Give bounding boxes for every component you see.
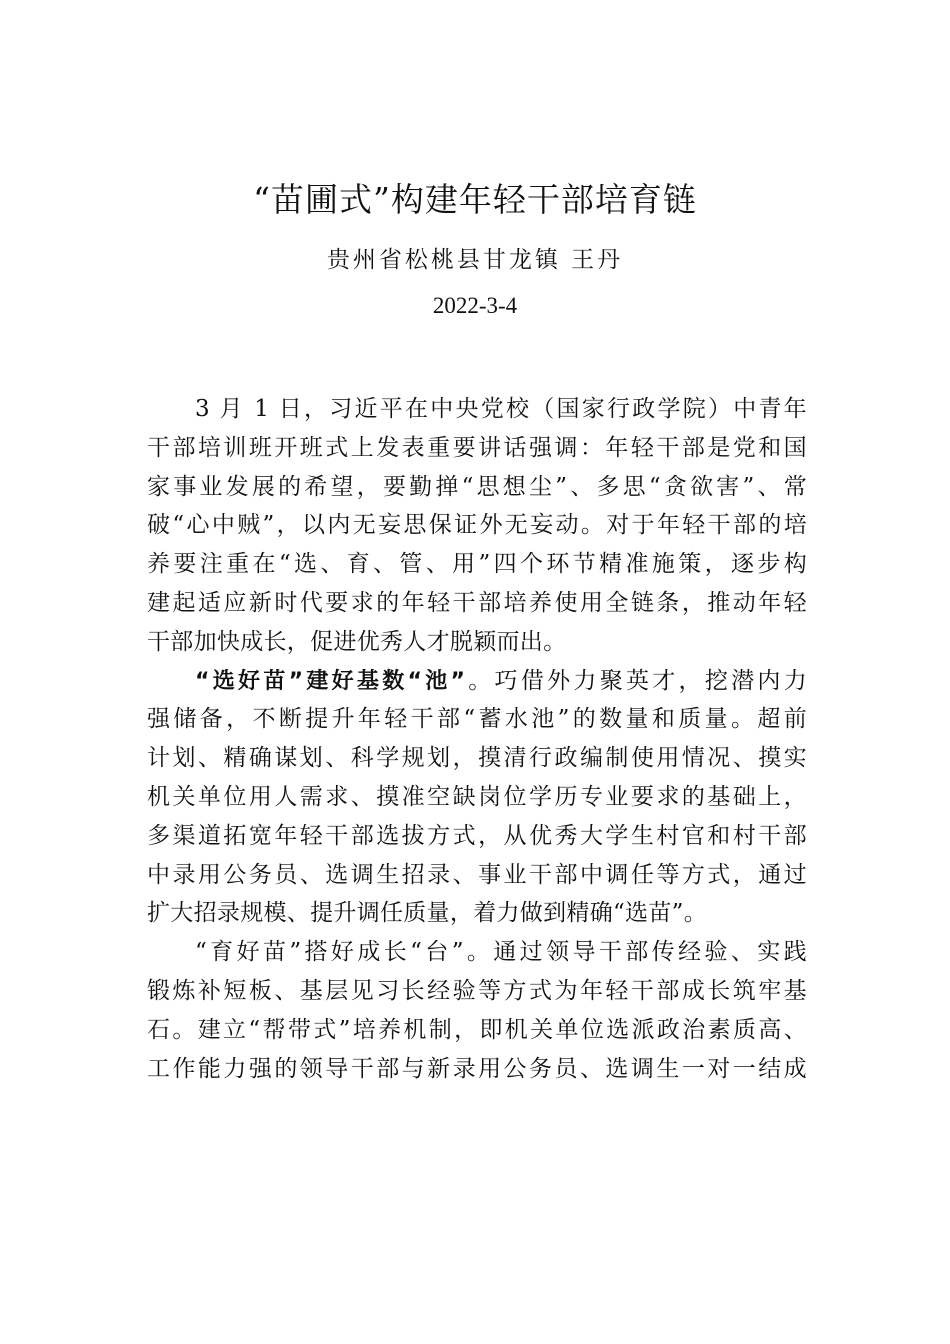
paragraph-2-line: 中录用公务员、选调生招录、事业干部中调任等方式，通过 xyxy=(147,861,807,888)
paragraph-2-line: 机关单位用人需求、摸准空缺岗位学历专业要求的基础上， xyxy=(147,783,807,810)
paragraph-3-line: 工作能力强的领导干部与新录用公务员、选调生一对一结成 xyxy=(147,1055,807,1082)
paragraph-2-heading: “选好苗”建好基数“池” xyxy=(195,668,466,694)
paragraph-2-first-line xyxy=(147,662,807,701)
document-author: 贵州省松桃县甘龙镇 王丹 xyxy=(326,247,624,273)
paragraph-2-line: 扩大招录规模、提升调任质量，着力做到精确“选苗”。 xyxy=(147,900,708,927)
paragraph-1-line: 干部加快成长，促进优秀人才脱颖而出。 xyxy=(147,628,567,655)
paragraph-1-line: 干部培训班开班式上发表重要讲话强调：年轻干部是党和国 xyxy=(147,434,807,461)
paragraph-3-line: 锻炼补短板、基层见习长经验等方式为年轻干部成长筑牢基 xyxy=(147,977,807,1004)
article-body xyxy=(147,390,807,1088)
paragraph-2-line: 计划、精确谋划、科学规划，摸清行政编制使用情况、摸实 xyxy=(147,745,807,772)
paragraph-1-line: 养要注重在“选、育、管、用”四个环节精准施策，逐步构 xyxy=(147,551,807,578)
paragraph-2-line: 多渠道拓宽年轻干部选拔方式，从优秀大学生村官和村干部 xyxy=(147,822,807,849)
paragraph-3-line: 石。建立“帮带式”培养机制，即机关单位选派政治素质高、 xyxy=(147,1016,807,1043)
document-title: “苗圃式”构建年轻干部培育链 xyxy=(253,180,697,219)
document-date: 2022-3-4 xyxy=(432,293,518,318)
paragraph-1-line: 破“心中贼”，以内无妄思保证外无妄动。对于年轻干部的培 xyxy=(147,512,807,539)
paragraph-2-line: 强储备，不断提升年轻干部“蓄水池”的数量和质量。超前 xyxy=(147,706,807,733)
paragraph-1-line: 建起适应新时代要求的年轻干部培养使用全链条，推动年轻 xyxy=(147,589,807,616)
paragraph-3-line: “育好苗”搭好成长“台”。通过领导干部传经验、实践 xyxy=(195,939,807,966)
paragraph-2-first-line-rest: 。巧借外力聚英才，挖潜内力 xyxy=(465,667,807,694)
paragraph-1-line: 3 月 1 日，习近平在中央党校（国家行政学院）中青年 xyxy=(195,396,807,422)
paragraph-1-line: 家事业发展的希望，要勤掸“思想尘”、多思“贪欲害”、常 xyxy=(147,473,807,500)
